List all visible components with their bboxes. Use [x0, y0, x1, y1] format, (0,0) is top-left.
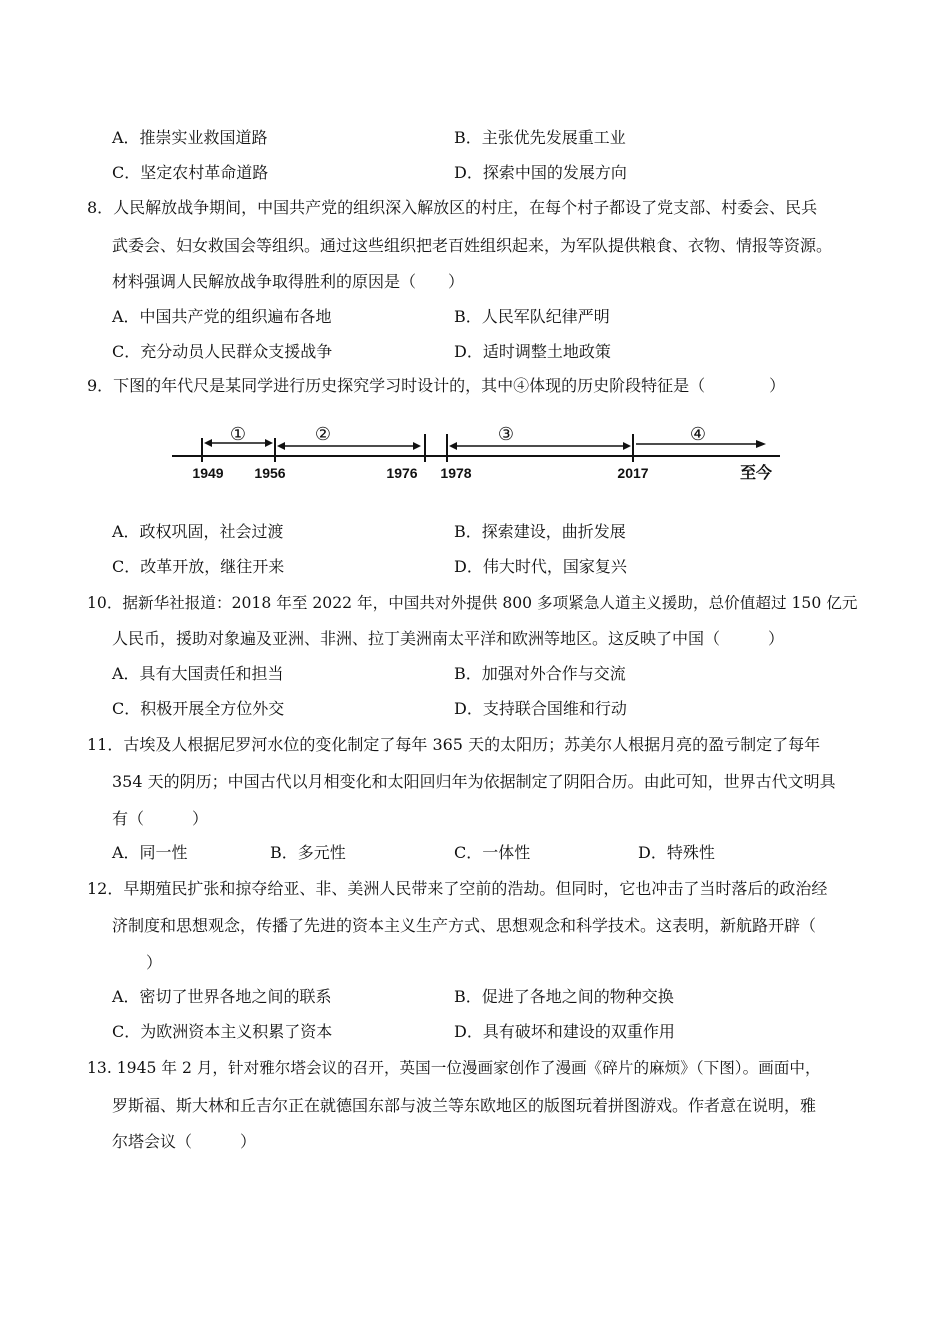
q8-option-c: C．充分动员人民群众支援战争: [112, 342, 333, 361]
q7-option-a: A．推崇实业救国道路: [112, 128, 268, 147]
q12-stem-line-3: ）: [146, 953, 163, 972]
segment-3-label: ③: [497, 424, 515, 445]
q7-option-b: B．主张优先发展重工业: [454, 128, 626, 147]
q13-stem-line-2: 罗斯福、斯大林和丘吉尔正在就德国东部与波兰等东欧地区的版图玩着拼图游戏。作者意在说明，雅: [112, 1096, 817, 1115]
q8-option-a: A．中国共产党的组织遍布各地: [112, 307, 332, 326]
year-label-1956: 1956: [254, 465, 286, 481]
q11-option-c: C．一体性: [454, 843, 531, 862]
segment-4-arrowhead-right: [756, 440, 766, 448]
segment-3-arrowhead-left: [449, 442, 457, 450]
segment-1-arrowhead-left: [204, 439, 212, 447]
q12-option-c: C．为欧洲资本主义积累了资本: [112, 1022, 333, 1041]
year-label-1978: 1978: [440, 465, 472, 481]
q10-stem-line-1: 10．据新华社报道：2018 年至 2022 年，中国共对外提供 800 多项紧急人道主义援助，总价值超过 150 亿元: [87, 594, 858, 612]
segment-2-arrowhead-right: [413, 442, 421, 450]
year-label-now: 至今: [739, 465, 773, 482]
q8-stem-line-1: 8．人民解放战争期间，中国共产党的组织深入解放区的村庄，在每个村子都设了党支部、村委会、民兵: [87, 198, 818, 217]
q12-option-a: A．密切了世界各地之间的联系: [112, 987, 332, 1006]
segment-2-label: ②: [314, 424, 332, 445]
q7-option-d: D．探索中国的发展方向: [454, 163, 627, 182]
segment-4-label: ④: [689, 424, 707, 445]
q11-option-a: A．同一性: [112, 843, 188, 862]
q10-option-a: A．具有大国责任和担当: [112, 664, 284, 683]
year-label-1949: 1949: [192, 465, 224, 481]
q12-option-b: B．促进了各地之间的物种交换: [454, 987, 674, 1006]
q11-option-d: D．特殊性: [638, 843, 715, 862]
q12-stem-line-1: 12．早期殖民扩张和掠夺给亚、非、美洲人民带来了空前的浩劫。但同时，它也冲击了当时落后的政治经: [87, 879, 828, 898]
q11-stem-line-3: 有（ ）: [112, 809, 209, 828]
year-label-1976: 1976: [386, 465, 418, 481]
q13-stem-line-1: 13. 1945 年 2 月，针对雅尔塔会议的召开，英国一位漫画家创作了漫画《碎片的麻烦》（下图）。画面中，: [87, 1059, 821, 1077]
segment-2-arrowhead-left: [277, 442, 285, 450]
timeline-svg: [168, 416, 788, 486]
q9-option-c: C．改革开放，继往开来: [112, 557, 285, 576]
segment-1-arrowhead-right: [265, 439, 273, 447]
q8-stem-line-3: 材料强调人民解放战争取得胜利的原因是（ ）: [112, 272, 465, 291]
q10-option-c: C．积极开展全方位外交: [112, 699, 285, 718]
q8-option-d: D．适时调整土地政策: [454, 342, 611, 361]
q10-stem-line-2: 人民币，援助对象遍及亚洲、非洲、拉丁美洲南太平洋和欧洲等地区。这反映了中国（ ）: [112, 629, 785, 648]
q8-stem-line-2: 武委会、妇女救国会等组织。通过这些组织把老百姓组织起来，为军队提供粮食、衣物、情报等资源。: [112, 236, 833, 255]
q9-option-b: B．探索建设，曲折发展: [454, 522, 626, 541]
segment-3-arrowhead-right: [623, 442, 631, 450]
q8-option-b: B．人民军队纪律严明: [454, 307, 610, 326]
q9-option-a: A．政权巩固，社会过渡: [112, 522, 284, 541]
q11-stem-line-2: 354 天的阴历；中国古代以月相变化和太阳回归年为依据制定了阴阳合历。由此可知，世界古代文明具: [112, 772, 836, 791]
q9-timeline-figure: [168, 416, 788, 486]
q11-option-b: B．多元性: [270, 843, 346, 862]
segment-1-label: ①: [229, 424, 247, 445]
year-label-2017: 2017: [617, 465, 649, 481]
q9-option-d: D．伟大时代，国家复兴: [454, 557, 627, 576]
q10-option-d: D．支持联合国维和行动: [454, 699, 627, 718]
q10-option-b: B．加强对外合作与交流: [454, 664, 626, 683]
q7-option-c: C．坚定农村革命道路: [112, 163, 269, 182]
q12-stem-line-2: 济制度和思想观念，传播了先进的资本主义生产方式、思想观念和科学技术。这表明，新航路开辟（: [112, 916, 817, 935]
q12-option-d: D．具有破坏和建设的双重作用: [454, 1022, 675, 1041]
q13-stem-line-3: 尔塔会议（ ）: [112, 1132, 257, 1151]
q9-stem-line-1: 9．下图的年代尺是某同学进行历史探究学习时设计的，其中④体现的历史阶段特征是（ ）: [87, 376, 786, 395]
q11-stem-line-1: 11．古埃及人根据尼罗河水位的变化制定了每年 365 天的太阳历；苏美尔人根据月亮的盈亏制定了每年: [87, 735, 821, 754]
